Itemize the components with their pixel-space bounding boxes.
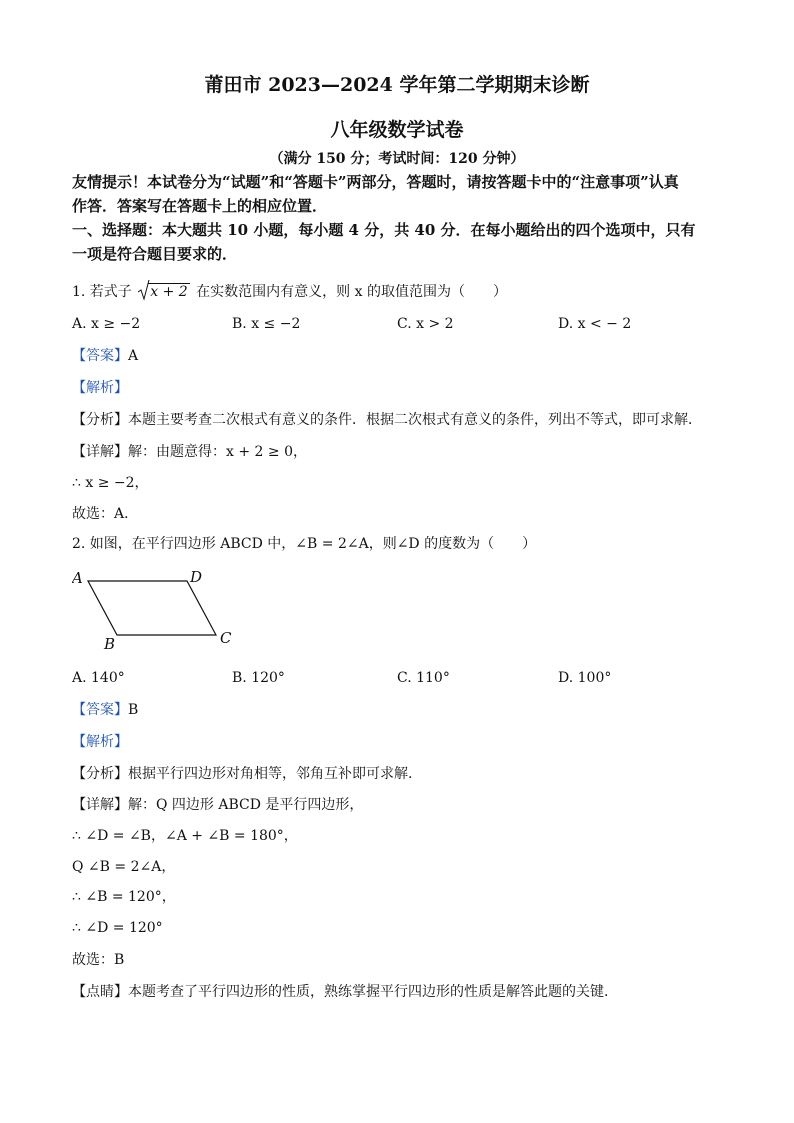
q2-step-2: Q ∠B = 2∠A， xyxy=(72,859,176,875)
q1-answer-tag: 【答案】 xyxy=(72,348,128,364)
q1-stem xyxy=(72,282,507,302)
q2-xiangjie-tag: 【详解】 xyxy=(72,797,128,813)
q1-stem-suffix: 在实数范围内有意义，则 x 的取值范围为（ ） xyxy=(196,284,507,300)
q2-step-4: ∴ ∠D = 120° xyxy=(72,920,163,936)
q2-dianjing-tag: 【点睛】 xyxy=(72,984,128,1000)
q2-answer-value: B xyxy=(128,702,139,718)
q1-analysis-tag: 【解析】 xyxy=(72,380,128,396)
exam-title: 莆田市 2023—2024 学年第二学期期末诊断 xyxy=(204,74,590,96)
q2-xiangjie xyxy=(72,795,363,815)
vertex-label-a: A xyxy=(72,569,83,587)
q1-answer xyxy=(72,346,138,366)
q2-choose: 故选：B xyxy=(72,952,125,968)
q1-choose: 故选：A． xyxy=(72,506,139,522)
q1-xiangjie xyxy=(72,442,307,462)
q2-fenxi-text: 根据平行四边形对角相等，邻角互补即可求解. xyxy=(128,766,413,782)
q1-option-b: B. x ≤ −2 xyxy=(232,316,301,332)
vertex-label-b: B xyxy=(104,635,116,653)
q1-fenxi xyxy=(72,410,702,430)
section-heading-line-1: 一、选择题：本大题共 10 小题，每小题 4 分，共 40 分．在每小题给出的四个选项中，只有 xyxy=(72,221,696,239)
exam-subtitle: 八年级数学试卷 xyxy=(330,119,464,141)
vertex-label-d: D xyxy=(190,568,203,586)
q1-fenxi-tag: 【分析】 xyxy=(72,412,128,428)
q2-fenxi-tag: 【分析】 xyxy=(72,766,128,782)
q1-option-a: A. x ≥ −2 xyxy=(72,316,141,332)
q2-fenxi xyxy=(72,764,412,784)
parallelogram-shape xyxy=(88,581,216,635)
notice-line-2: 作答．答案写在答题卡上的相应位置． xyxy=(72,197,328,215)
q2-option-b: B. 120° xyxy=(232,670,285,686)
q2-analysis-tag: 【解析】 xyxy=(72,734,128,750)
radical-sign-icon xyxy=(138,279,150,301)
q1-option-d: D. x < − 2 xyxy=(558,316,632,332)
q2-step-3: ∴ ∠B = 120°， xyxy=(72,889,176,905)
q2-answer xyxy=(72,700,138,720)
notice-line-1: 友情提示！本试卷分为“试题”和“答题卡”两部分，答题时，请按答题卡中的“注意事项”认真 xyxy=(72,173,679,191)
vertex-label-c: C xyxy=(220,629,232,647)
q1-stem-prefix: 1. 若式子 xyxy=(72,284,132,300)
q1-fenxi-text: 本题主要考查二次根式有意义的条件．根据二次根式有意义的条件，列出不等式，即可求解． xyxy=(128,412,702,428)
q1-xiangjie-tag: 【详解】 xyxy=(72,444,128,460)
q1-radicand: x + 2 xyxy=(150,284,188,300)
q1-xiangjie-text: 解：由题意得：x + 2 ≥ 0， xyxy=(128,444,307,460)
exam-info: （满分 150 分；考试时间：120 分钟） xyxy=(269,151,525,167)
q1-step-2: ∴ x ≥ −2， xyxy=(72,475,149,491)
q2-dianjing xyxy=(72,982,608,1002)
q2-dianjing-text: 本题考查了平行四边形的性质，熟练掌握平行四边形的性质是解答此题的关键. xyxy=(128,984,609,1000)
q2-option-c: C. 110° xyxy=(397,670,450,686)
q2-answer-tag: 【答案】 xyxy=(72,702,128,718)
q2-option-d: D. 100° xyxy=(558,670,612,686)
q2-option-a: A. 140° xyxy=(72,670,125,686)
q2-step-1: ∴ ∠D = ∠B，∠A + ∠B = 180°， xyxy=(72,828,298,844)
q2-stem: 2. 如图，在平行四边形 ABCD 中，∠B = 2∠A，则∠D 的度数为（ ） xyxy=(72,536,537,552)
q1-answer-value: A xyxy=(128,348,139,364)
sqrt-expression xyxy=(138,282,189,302)
parallelogram-figure xyxy=(72,565,242,655)
q2-xiangjie-text: 解：Q 四边形 ABCD 是平行四边形， xyxy=(128,797,364,813)
section-heading-line-2: 一项是符合题目要求的． xyxy=(72,245,238,263)
q1-option-c: C. x > 2 xyxy=(397,316,454,332)
